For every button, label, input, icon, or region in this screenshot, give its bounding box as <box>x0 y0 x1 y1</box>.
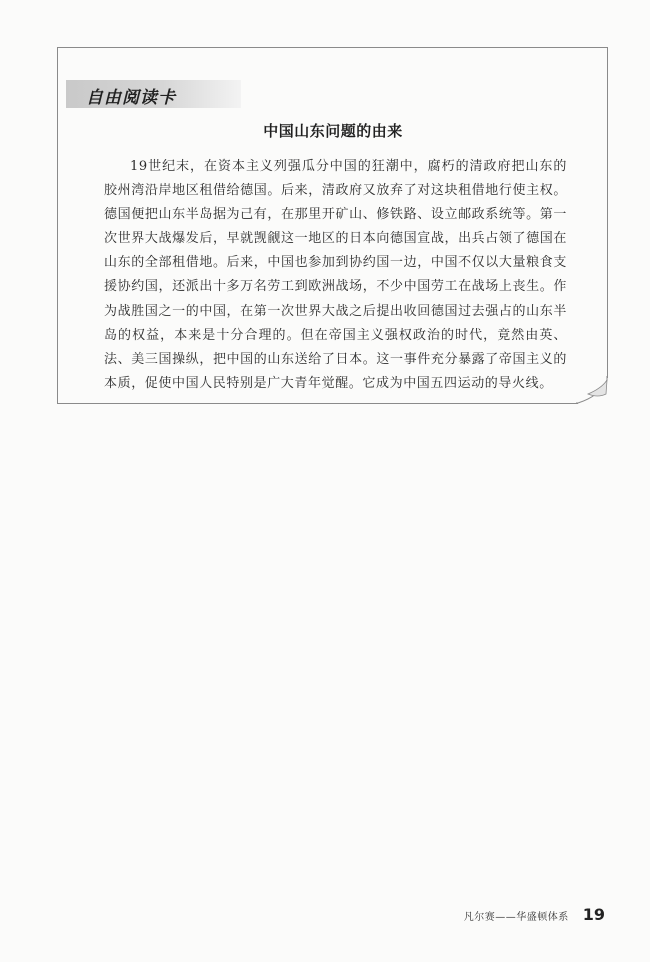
banner-title: 自由阅读卡 <box>86 88 176 108</box>
page-footer <box>464 905 605 924</box>
article-body: 19世纪末，在资本主义列强瓜分中国的狂潮中，腐朽的清政府把山东的胶州湾沿岸地区租借给德国。后来，清政府又放弃了对这块租借地行使主权。德国便把山东半岛据为己有，在那里开矿山、修铁路、设立邮政系统等。第一次世界大战爆发后，早就觊觎这一地区的日本向德国宣战，出兵占领了德国在山东的全部租借地。后来，中国也参加到协约国一边，中国不仅以大量粮食支援协约国，还派出十多万名劳工到欧洲战场，不少中国劳工在战场上丧生。作为战胜国之一的中国，在第一次世界大战之后提出收回德国过去强占的山东半岛的权益，本来是十分合理的。但在帝国主义强权政治的时代，竟然由英、法、美三国操纵，把中国的山东送给了日本。这一事件充分暴露了帝国主义的本质，促使中国人民特别是广大青年觉醒。它成为中国五四运动的导火线。 <box>104 159 567 391</box>
running-title: 凡尔赛——华盛顿体系 <box>463 912 569 923</box>
page-curl-corner <box>576 376 608 404</box>
reading-card <box>57 47 608 404</box>
page-number: 19 <box>582 905 605 924</box>
article-title: 中国山东问题的由来 <box>263 122 403 140</box>
card-border-bottom <box>58 403 578 404</box>
card-border-right <box>607 48 608 378</box>
card-banner <box>66 80 241 108</box>
